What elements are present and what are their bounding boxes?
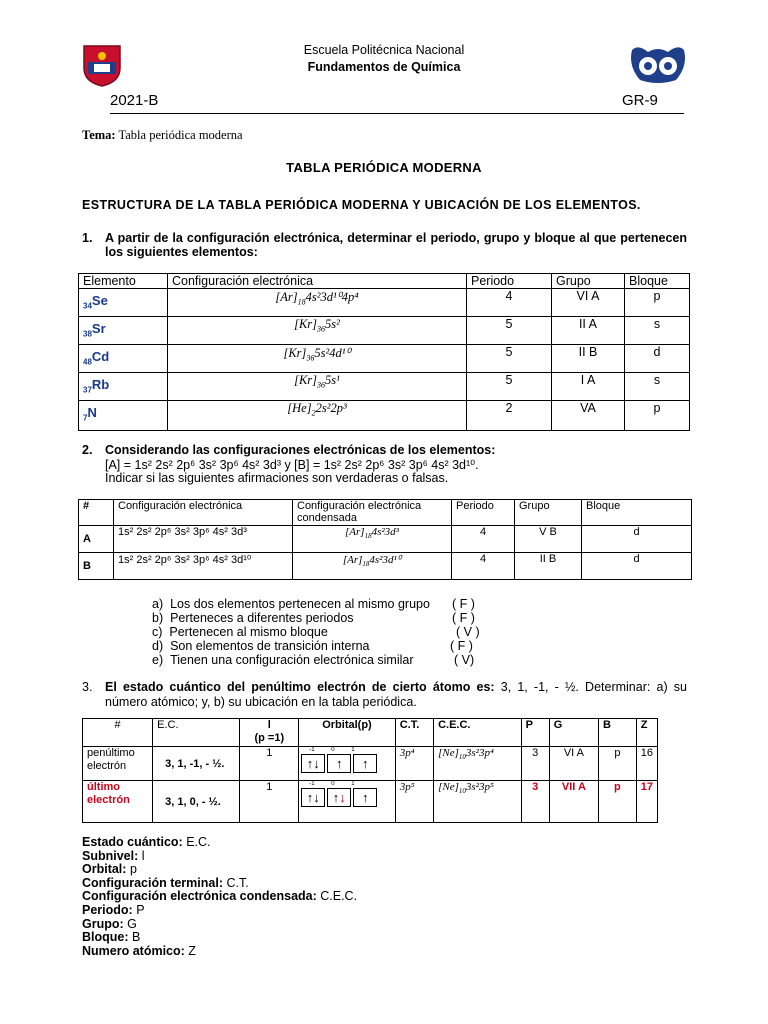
q2-header-row — [79, 500, 692, 526]
q1-col-periodo: Periodo — [467, 274, 552, 289]
statement-list — [152, 597, 492, 667]
q2-number: 2. — [82, 443, 93, 457]
q3-col-g: G — [549, 719, 598, 747]
q3-number: 3. — [82, 680, 93, 694]
periodo-cell: 4 — [452, 526, 515, 553]
ct-cell: 3p⁴ — [395, 747, 433, 781]
row-id: A — [79, 526, 114, 553]
header-term: 2021-B — [110, 92, 159, 109]
q1-col-elemento: Elemento — [79, 274, 168, 289]
grupo-cell: V B — [515, 526, 582, 553]
element-cell: $_{48}$Cd — [79, 345, 168, 373]
list-item: e) Tienen una configuración electrónica similar ( V) — [152, 653, 475, 667]
element-cell: $_{37}$Rb — [79, 373, 168, 401]
q3-text-bold: El estado cuántico del penúltimo electrón de cierto átomo es: — [105, 680, 495, 694]
q3-col-ec: E.C. — [153, 719, 240, 747]
legend-item: Bloque: B — [82, 930, 141, 945]
legend-item: Numero atómico: Z — [82, 943, 196, 958]
bloque-cell: p — [625, 401, 690, 431]
q2-col-cond: Configuración electrónica condensada — [293, 500, 452, 526]
legend-item: Configuración electrónica condensada: C.E.C. — [82, 889, 358, 904]
grupo-cell: VI A — [552, 289, 625, 317]
q3-col-z: Z — [636, 719, 657, 747]
orbital-box: ↑ — [353, 788, 377, 807]
header-rule — [110, 113, 684, 114]
q1-table — [78, 273, 690, 431]
orbital-box: ↑↓ — [327, 788, 351, 807]
q3-text-rest: 3, 1, -1, - ½. Determinar: a) su número atómico; y, b) su ubicación en la tabla periódica. — [105, 680, 687, 709]
periodo-cell: 5 — [467, 373, 552, 401]
conf-cell: 1s² 2s² 2p⁶ 3s² 3p⁶ 4s² 3d¹⁰ — [114, 553, 293, 580]
periodo-cell: 4 — [452, 553, 515, 580]
orbital-labels: -1 0 1 — [309, 781, 355, 787]
bloque-cell: d — [582, 526, 692, 553]
table-row — [79, 289, 690, 317]
ec-cell: 3, 1, -1, - ½. — [153, 747, 240, 781]
legend-item: Orbital: p — [82, 862, 137, 877]
bloque-cell: p — [625, 289, 690, 317]
bloque-cell: d — [582, 553, 692, 580]
z-cell: 16 — [636, 747, 657, 781]
g-cell: VI A — [549, 747, 598, 781]
orbital-labels: -1 0 1 — [309, 747, 355, 753]
q2-table — [78, 499, 692, 580]
table-row — [83, 747, 658, 781]
table-row — [79, 317, 690, 345]
q1-col-bloque: Bloque — [625, 274, 690, 289]
q3-header-row — [83, 719, 658, 747]
l-cell: 1 — [240, 781, 299, 823]
conf-cell: 1s² 2s² 2p⁶ 3s² 3p⁶ 4s² 3d³ — [114, 526, 293, 553]
legend-item: Subnivel: l — [82, 848, 145, 863]
q2-col-periodo: Periodo — [452, 500, 515, 526]
periodo-cell: 5 — [467, 345, 552, 373]
table-row — [79, 373, 690, 401]
config-cell: $[Kr]_{36}5s^2$ — [168, 317, 467, 345]
legend-item: Grupo: G — [82, 916, 137, 931]
row-id: B — [79, 553, 114, 580]
q1-col-configuracion: Configuración electrónica — [168, 274, 467, 289]
q2-col-bloque: Bloque — [582, 500, 692, 526]
table-row — [79, 526, 692, 553]
grupo-cell: VA — [552, 401, 625, 431]
list-item: d) Son elementos de transición interna ( F ) — [152, 639, 473, 653]
q2-col-id: # — [79, 500, 114, 526]
b-cell: p — [599, 747, 637, 781]
list-item: a) Los dos elementos pertenecen al mismo grupo ( F ) — [152, 597, 475, 611]
ct-cell: 3p⁵ — [395, 781, 433, 823]
row-label: último electrón — [83, 781, 153, 823]
q3-text — [105, 680, 687, 710]
q3-col-b: B — [599, 719, 637, 747]
config-cell: $[Kr]_{36}5s^1$ — [168, 373, 467, 401]
orbital-cell — [299, 747, 396, 781]
p-cell: 3 — [521, 781, 549, 823]
config-cell: $[Kr]_{36}5s^24d^{10}$ — [168, 345, 467, 373]
q1-col-grupo: Grupo — [552, 274, 625, 289]
table-row — [79, 401, 690, 431]
config-cell: $[Ar]_{18}4s^23d^{10}4p^4$ — [168, 289, 467, 317]
q3-table — [82, 718, 658, 823]
legend-item: Periodo: P — [82, 902, 145, 917]
q1-number: 1. — [82, 231, 93, 245]
q2-line2: [A] = 1s² 2s² 2p⁶ 3s² 3p⁶ 4s² 3d³ y [B] = 1s² 2s² 2p⁶ 3s² 3p⁶ 4s² 3d¹⁰. — [105, 458, 479, 472]
row-label: penúltimo electrón — [83, 747, 153, 781]
bloque-cell: d — [625, 345, 690, 373]
element-cell: $_{34}$Se — [79, 289, 168, 317]
header-group: GR-9 — [622, 92, 658, 109]
grupo-cell: I A — [552, 373, 625, 401]
q3-col-num: # — [83, 719, 153, 747]
grupo-cell: II B — [515, 553, 582, 580]
q2-col-conf: Configuración electrónica — [114, 500, 293, 526]
page-title: TABLA PERIÓDICA MODERNA — [286, 160, 482, 175]
q2-col-grupo: Grupo — [515, 500, 582, 526]
periodo-cell: 2 — [467, 401, 552, 431]
element-cell: $_{38}$Sr — [79, 317, 168, 345]
table-row — [83, 781, 658, 823]
bloque-cell: s — [625, 373, 690, 401]
cond-cell: $[Ar]_{18}4s^23d^{10}$ — [293, 553, 452, 580]
ec-cell: 3, 1, 0, - ½. — [153, 781, 240, 823]
owl-logo — [628, 44, 688, 86]
orbital-box: ↑↓ — [301, 754, 325, 773]
cec-cell: $[Ne]_{10}3s^23p^5$ — [434, 781, 522, 823]
legend — [82, 836, 357, 958]
cond-cell: $[Ar]_{18}4s^23d^3$ — [293, 526, 452, 553]
legend-item: Estado cuántico: E.C. — [82, 835, 211, 849]
topic-label: Tema: — [82, 128, 116, 142]
orbital-box: ↑↓ — [301, 788, 325, 807]
q3-col-ct: C.T. — [395, 719, 433, 747]
topic-line — [82, 128, 243, 143]
g-cell: VII A — [549, 781, 598, 823]
list-item: b) Perteneces a diferentes periodos ( F ) — [152, 611, 475, 625]
z-cell: 17 — [636, 781, 657, 823]
orbital-box: ↑ — [353, 754, 377, 773]
q2-line3: Indicar si las siguientes afirmaciones son verdaderas o falsas. — [105, 471, 449, 485]
q3-col-p: P — [521, 719, 549, 747]
list-item: c) Pertenecen al mismo bloque ( V ) — [152, 625, 480, 639]
q3-col-orbital: Orbital(p) — [299, 719, 396, 747]
config-cell: $[He]_22s^22p^3$ — [168, 401, 467, 431]
periodo-cell: 5 — [467, 317, 552, 345]
orbital-box: ↑ — [327, 754, 351, 773]
grupo-cell: II A — [552, 317, 625, 345]
table-row — [79, 553, 692, 580]
header-subject: Fundamentos de Química — [307, 60, 461, 74]
periodo-cell: 4 — [467, 289, 552, 317]
q2-text: Considerando las configuraciones electrónicas de los elementos: — [105, 443, 496, 457]
topic-value: Tabla periódica moderna — [118, 128, 243, 142]
element-cell: $_7$N — [79, 401, 168, 431]
b-cell: p — [599, 781, 637, 823]
bloque-cell: s — [625, 317, 690, 345]
header-school: Escuela Politécnica Nacional — [303, 43, 465, 57]
q3-col-cec: C.E.C. — [434, 719, 522, 747]
table-row — [79, 345, 690, 373]
q3-col-l: l (p =1) — [240, 719, 299, 747]
l-cell: 1 — [240, 747, 299, 781]
grupo-cell: II B — [552, 345, 625, 373]
cec-cell: $[Ne]_{10}3s^23p^4$ — [434, 747, 522, 781]
orbital-cell — [299, 781, 396, 823]
p-cell: 3 — [521, 747, 549, 781]
section-title: ESTRUCTURA DE LA TABLA PERIÓDICA MODERNA Y UBICACIÓN DE LOS ELEMENTOS. — [82, 198, 641, 212]
q1-header-row — [79, 274, 690, 289]
legend-item: Configuración terminal: C.T. — [82, 875, 249, 890]
q1-text: A partir de la configuración electrónica, determinar el periodo, grupo y bloque al que pertenecen los siguientes elementos: — [105, 231, 687, 259]
